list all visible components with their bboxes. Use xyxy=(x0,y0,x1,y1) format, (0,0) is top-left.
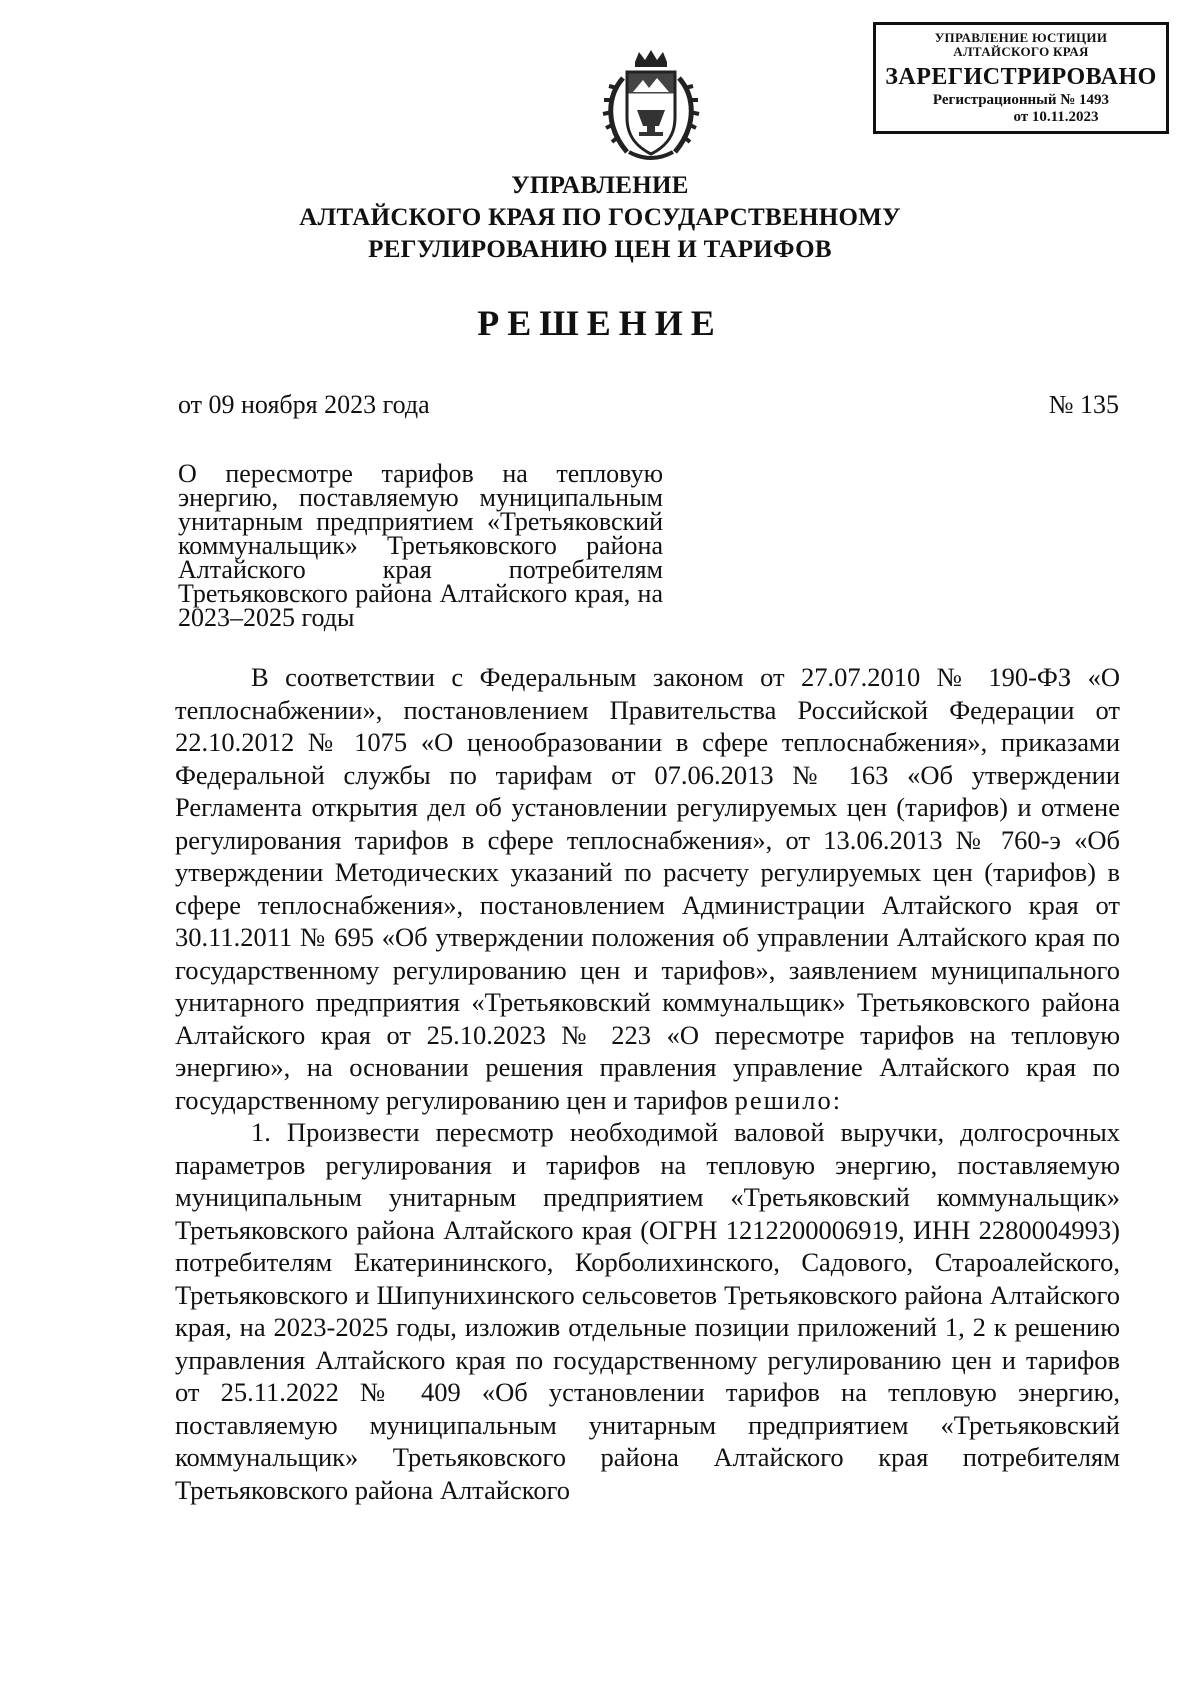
paragraph-preamble xyxy=(175,661,1120,1116)
decided-word: решило: xyxy=(734,1084,843,1115)
altai-coat-of-arms-icon xyxy=(593,48,709,166)
stamp-reg-date: от 10.11.2023 xyxy=(1013,109,1099,125)
stamp-status: ЗАРЕГИСТРИРОВАНО xyxy=(885,64,1157,90)
document-title: РЕШЕНИЕ xyxy=(477,303,723,343)
document-number: № 135 xyxy=(1048,390,1119,419)
authority-heading-line1: УПРАВЛЕНИЕ xyxy=(511,172,689,199)
stamp-authority-line2: АЛТАЙСКОГО КРАЯ xyxy=(953,44,1089,59)
preamble-text: В соответствии с Федеральным законом от 27.07.2010 № 190-ФЗ «О теплоснабжении», постановлением Правительства Российской Федерации от 22.10.2012 № 1075 «О ценообразовании в сфере теплоснабжения», приказами Федеральной службы по тарифам от 07.06.2013 № 163 «Об утверждении Регламента открытия дел об установлении регулируемых цен (тарифов) и отмене регулирования тарифов в сфере теплоснабжения», от 13.06.2013 № 760-э «Об утверждении Методических указаний по расчету регулируемых цен (тарифов) в сфере теплоснабжения», постановлением Администрации Алтайского края от 30.11.2011 № 695 «Об утверждении положения об управлении Алтайского края по государственному регулированию цен и тарифов», заявлением муниципального унитарного предприятия «Третьяковский коммунальщик» Третьяковского района Алтайского края от 25.10.2023 № 223 «О пересмотре тарифов на тепловую энергию», на основании решения правления управление Алтайского края по государственному регулированию цен и тарифов xyxy=(175,662,1120,1115)
registration-stamp xyxy=(873,22,1169,134)
document-date: от 09 ноября 2023 года xyxy=(178,390,430,419)
document-subject: О пересмотре тарифов на тепловую энергию, поставляемую муниципальным унитарным предприятием «Третьяковский коммунальщик» Третьяковского района Алтайского края потребителям Третьяковского района Алтайского края, на 2023–2025 годы xyxy=(178,459,663,632)
stamp-authority-line1: УПРАВЛЕНИЕ ЮСТИЦИИ xyxy=(934,30,1108,45)
stamp-reg-number: Регистрационный № 1493 xyxy=(932,92,1110,108)
authority-heading xyxy=(200,170,1000,266)
authority-heading-line3: РЕГУЛИРОВАНИЮ ЦЕН И ТАРИФОВ xyxy=(368,236,832,263)
paragraph-item-1: 1. Произвести пересмотр необходимой валовой выручки, долгосрочных параметров регулирования и тарифов на тепловую энергию, поставляемую муниципальным унитарным предприятием «Третьяковский коммунальщик» Третьяковского района Алтайского края (ОГРН 1212200006919, ИНН 2280004993) потребителям Екатерининского, Корболихинского, Садового, Староалейского, Третьяковского и Шипунихинского сельсоветов Третьяковского района Алтайского края, на 2023-2025 годы, изложив отдельные позиции приложений 1, 2 к решению управления Алтайского края по государственному регулированию цен и тарифов от 25.11.2022 № 409 «Об установлении тарифов на тепловую энергию, поставляемую муниципальным унитарным предприятием «Третьяковский коммунальщик» Третьяковского района Алтайского края потребителям Третьяковского района Алтайского xyxy=(175,1117,1120,1505)
authority-heading-line2: АЛТАЙСКОГО КРАЯ ПО ГОСУДАРСТВЕННОМУ xyxy=(299,204,901,231)
document-body xyxy=(175,661,1120,1506)
